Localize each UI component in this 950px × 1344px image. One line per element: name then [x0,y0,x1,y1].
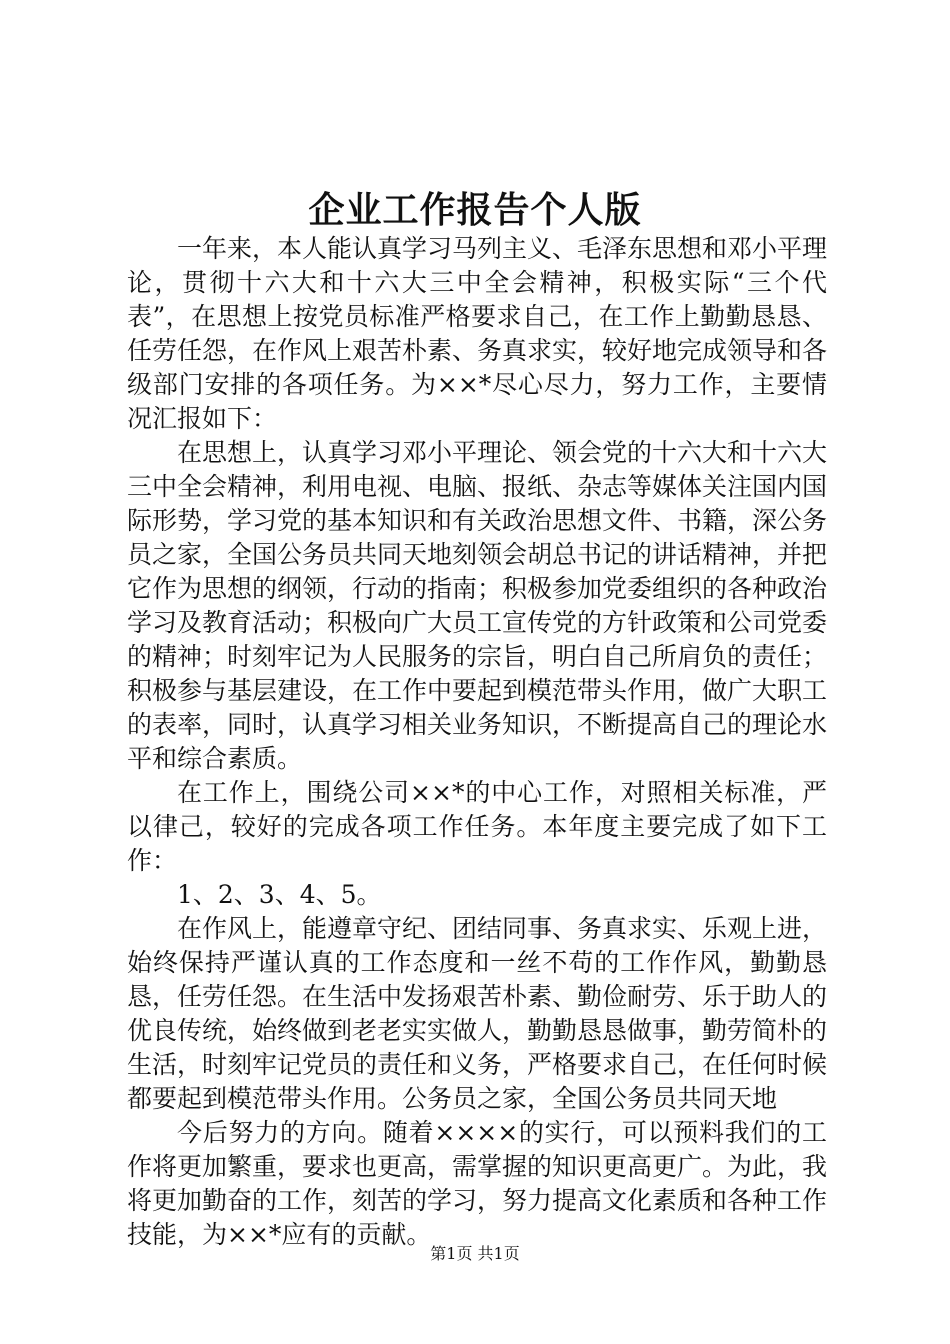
paragraph-future: 今后努力的方向。随着××××的实行，可以预料我们的工作将更加繁重，要求也更高，需掌握的知识更高更广。为此，我将更加勤奋的工作，刻苦的学习，努力提高文化素质和各种工作技能，为××*应有的贡献。 [127,1118,828,1249]
paragraph-style: 在作风上，能遵章守纪、团结同事、务真求实、乐观上进，始终保持严谨认真的工作态度和一丝不苟的工作作风，勤勤恳恳，任劳任怨。在生活中发扬艰苦朴素、勤俭耐劳、乐于助人的优良传统，始终做到老老实实做人，勤勤恳恳做事，勤劳简朴的生活，时刻牢记党员的责任和义务，严格要求自己，在任何时候都要起到模范带头作用。公务员之家，全国公务员共同天地 [127,914,828,1113]
document-body [127,232,827,1252]
paragraph-intro: 一年来，本人能认真学习马列主义、毛泽东思想和邓小平理论，贯彻十六大和十六大三中全会精神，积极实际“三个代表”，在思想上按党员标准严格要求自己，在工作上勤勤恳恳、任劳任怨，在作风上艰苦朴素、务真求实，较好地完成领导和各级部门安排的各项任务。为××*尽心尽力，努力工作，主要情况汇报如下： [127,234,828,433]
page-footer: 第1页 共1页 [430,1244,520,1263]
paragraph-thought: 在思想上，认真学习邓小平理论、领会党的十六大和十六大三中全会精神，利用电视、电脑、报纸、杂志等媒体关注国内国际形势，学习党的基本知识和有关政治思想文件、书籍，深公务员之家，全国公务员共同天地刻领会胡总书记的讲话精神，并把它作为思想的纲领，行动的指南；积极参加党委组织的各种政治学习及教育活动；积极向广大员工宣传党的方针政策和公司党委的精神；时刻牢记为人民服务的宗旨，明白自己所肩负的责任；积极参与基层建设，在工作中要起到模范带头作用，做广大职工的表率，同时，认真学习相关业务知识，不断提高自己的理论水平和综合素质。 [127,438,828,773]
document-title: 企业工作报告个人版 [308,189,642,231]
paragraph-work: 在工作上，围绕公司××*的中心工作，对照相关标准，严以律己，较好的完成各项工作任务。本年度主要完成了如下工作： [127,778,827,875]
paragraph-list: 1、2、3、4、5。 [177,880,382,909]
